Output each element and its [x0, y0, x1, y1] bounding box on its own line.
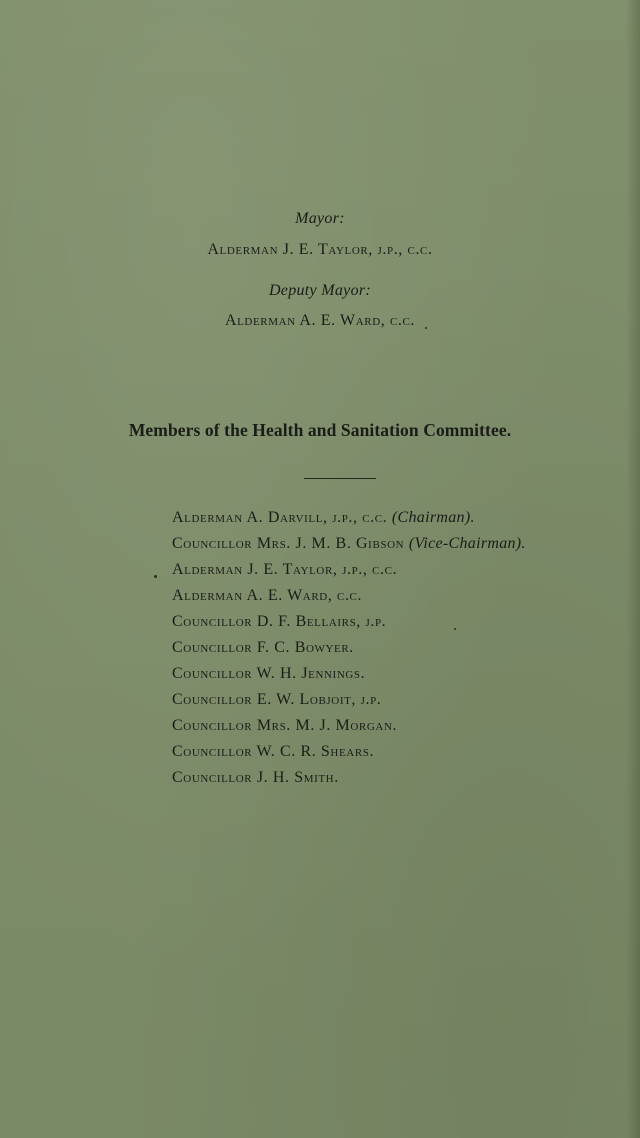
page-edge-shadow	[626, 0, 640, 1138]
member-item	[172, 638, 526, 664]
print-speck	[425, 327, 427, 329]
member-name: Councillor W. H. Jennings.	[172, 665, 366, 682]
committee-member-list	[172, 508, 526, 794]
member-name: Councillor E. W. Lobjoit, j.p.	[172, 691, 382, 708]
member-item	[172, 586, 526, 612]
member-role: (Chairman).	[391, 509, 475, 526]
member-name: Alderman A. E. Ward, c.c.	[172, 587, 363, 604]
print-speck	[454, 628, 456, 630]
member-item	[172, 612, 526, 638]
mayor-name: Alderman J. E. Taylor, j.p., c.c.	[207, 241, 433, 258]
member-item	[172, 768, 526, 794]
member-item	[172, 716, 526, 742]
deputy-mayor-heading: Deputy Mayor:	[268, 282, 372, 299]
member-name: Alderman J. E. Taylor, j.p., c.c.	[172, 561, 398, 578]
member-name: Councillor W. C. R. Shears.	[172, 743, 375, 760]
divider-rule	[304, 478, 376, 479]
mayor-heading: Mayor:	[295, 210, 345, 227]
member-item	[172, 508, 526, 534]
member-name: Councillor Mrs. M. J. Morgan.	[172, 717, 398, 734]
member-name: Councillor Mrs. J. M. B. Gibson	[172, 535, 405, 552]
member-item	[172, 560, 526, 586]
member-item	[172, 534, 526, 560]
member-item	[172, 664, 526, 690]
committee-title: Members of the Health and Sanitation Committee.	[128, 420, 512, 440]
print-speck	[154, 575, 157, 578]
member-item	[172, 690, 526, 716]
member-name: Councillor J. H. Smith.	[172, 769, 339, 786]
member-item	[172, 742, 526, 768]
member-name: Councillor F. C. Bowyer.	[172, 639, 354, 656]
deputy-mayor-name: Alderman A. E. Ward, c.c.	[224, 312, 416, 329]
member-name: Councillor D. F. Bellairs, j.p.	[172, 613, 387, 630]
member-role: (Vice-Chairman).	[408, 535, 526, 552]
member-name: Alderman A. Darvill, j.p., c.c.	[172, 509, 388, 526]
